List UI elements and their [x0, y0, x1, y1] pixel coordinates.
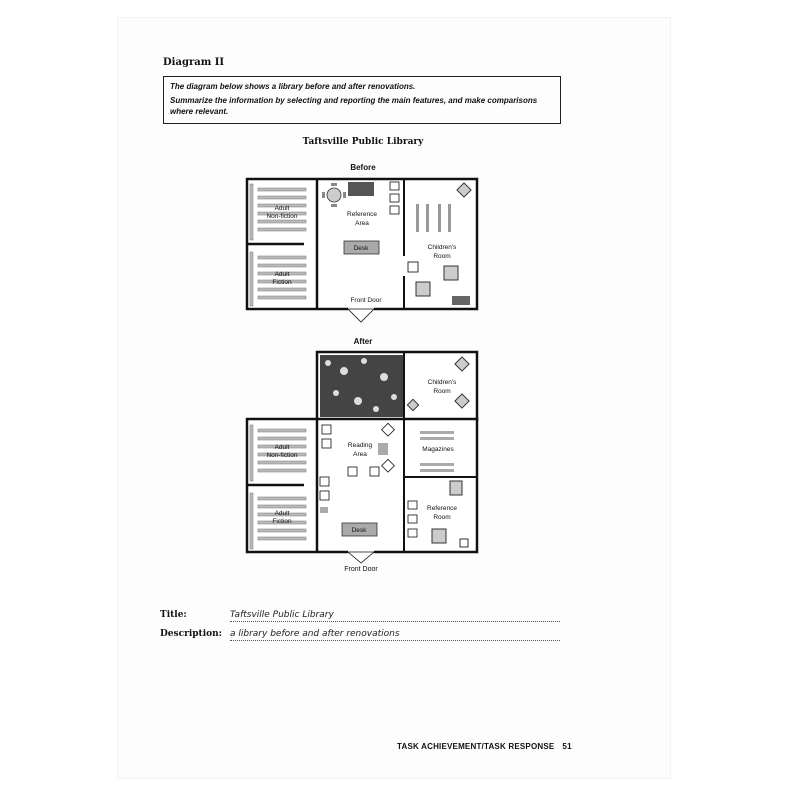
- prompt-line-1: The diagram below shows a library before and after renovations.: [170, 82, 416, 91]
- description-key: Description:: [160, 629, 222, 639]
- before-fiction-label-2: Fiction: [272, 279, 292, 286]
- before-desk-label: Desk: [353, 245, 369, 252]
- after-reference-chairs: [408, 501, 417, 537]
- after-children-label-1: Children's: [427, 379, 457, 386]
- after-reading-label-1: Reading: [347, 442, 373, 449]
- before-label: Before: [350, 163, 376, 172]
- after-nonfiction-label-2: Non-fiction: [266, 452, 298, 459]
- after-nonfiction-label-1: Adult: [274, 444, 290, 451]
- after-children-label-2: Room: [433, 388, 451, 395]
- before-front-door-label: Front Door: [350, 297, 382, 304]
- after-garden-area: [320, 355, 404, 417]
- after-fiction-label-2: Fiction: [272, 518, 292, 525]
- diagram-heading: Diagram II: [163, 57, 225, 68]
- task-prompt-box: [163, 76, 561, 124]
- before-front-door: [348, 309, 374, 322]
- before-reference-chairs: [390, 182, 399, 214]
- title-value: Taftsville Public Library: [230, 610, 560, 622]
- after-reference-label-2: Room: [433, 514, 451, 521]
- before-children-box: [408, 262, 418, 272]
- page-footer: [397, 742, 572, 751]
- figure-title: Taftsville Public Library: [302, 137, 424, 147]
- before-children-label-2: Room: [433, 253, 451, 260]
- footer-section: TASK ACHIEVEMENT/TASK RESPONSE: [397, 742, 555, 751]
- after-reference-table: [432, 529, 446, 543]
- before-nonfiction-label-2: Non-fiction: [266, 213, 298, 220]
- before-reference-label-2: Area: [355, 220, 369, 227]
- title-key: Title:: [160, 610, 187, 620]
- page-number: 51: [562, 742, 572, 751]
- after-desk-label: Desk: [351, 527, 367, 534]
- before-fiction-label-1: Adult: [274, 271, 290, 278]
- after-reference-desk: [450, 481, 462, 495]
- after-label: After: [353, 337, 373, 346]
- before-children-label-1: Children's: [427, 244, 457, 251]
- after-fiction-label-1: Adult: [274, 510, 290, 517]
- after-reference-label-1: Reference: [427, 505, 457, 512]
- after-front-door-label: Front Door: [344, 566, 378, 573]
- before-nonfiction-label-1: Adult: [274, 205, 290, 212]
- after-floor-plan: [244, 349, 480, 564]
- before-children-sofa: [452, 296, 470, 305]
- after-magazines-label: Magazines: [422, 446, 454, 453]
- after-front-door: [348, 552, 374, 563]
- before-floor-plan: [244, 176, 480, 324]
- description-value: a library before and after renovations: [230, 629, 560, 641]
- before-computer-terminal: [348, 182, 374, 196]
- before-reference-label-1: Reference: [347, 211, 377, 218]
- prompt-line-2: Summarize the information by selecting and reporting the main features, and make comparisons where relevant.: [170, 96, 538, 116]
- after-reference-box: [460, 539, 468, 547]
- after-reading-label-2: Area: [353, 451, 367, 458]
